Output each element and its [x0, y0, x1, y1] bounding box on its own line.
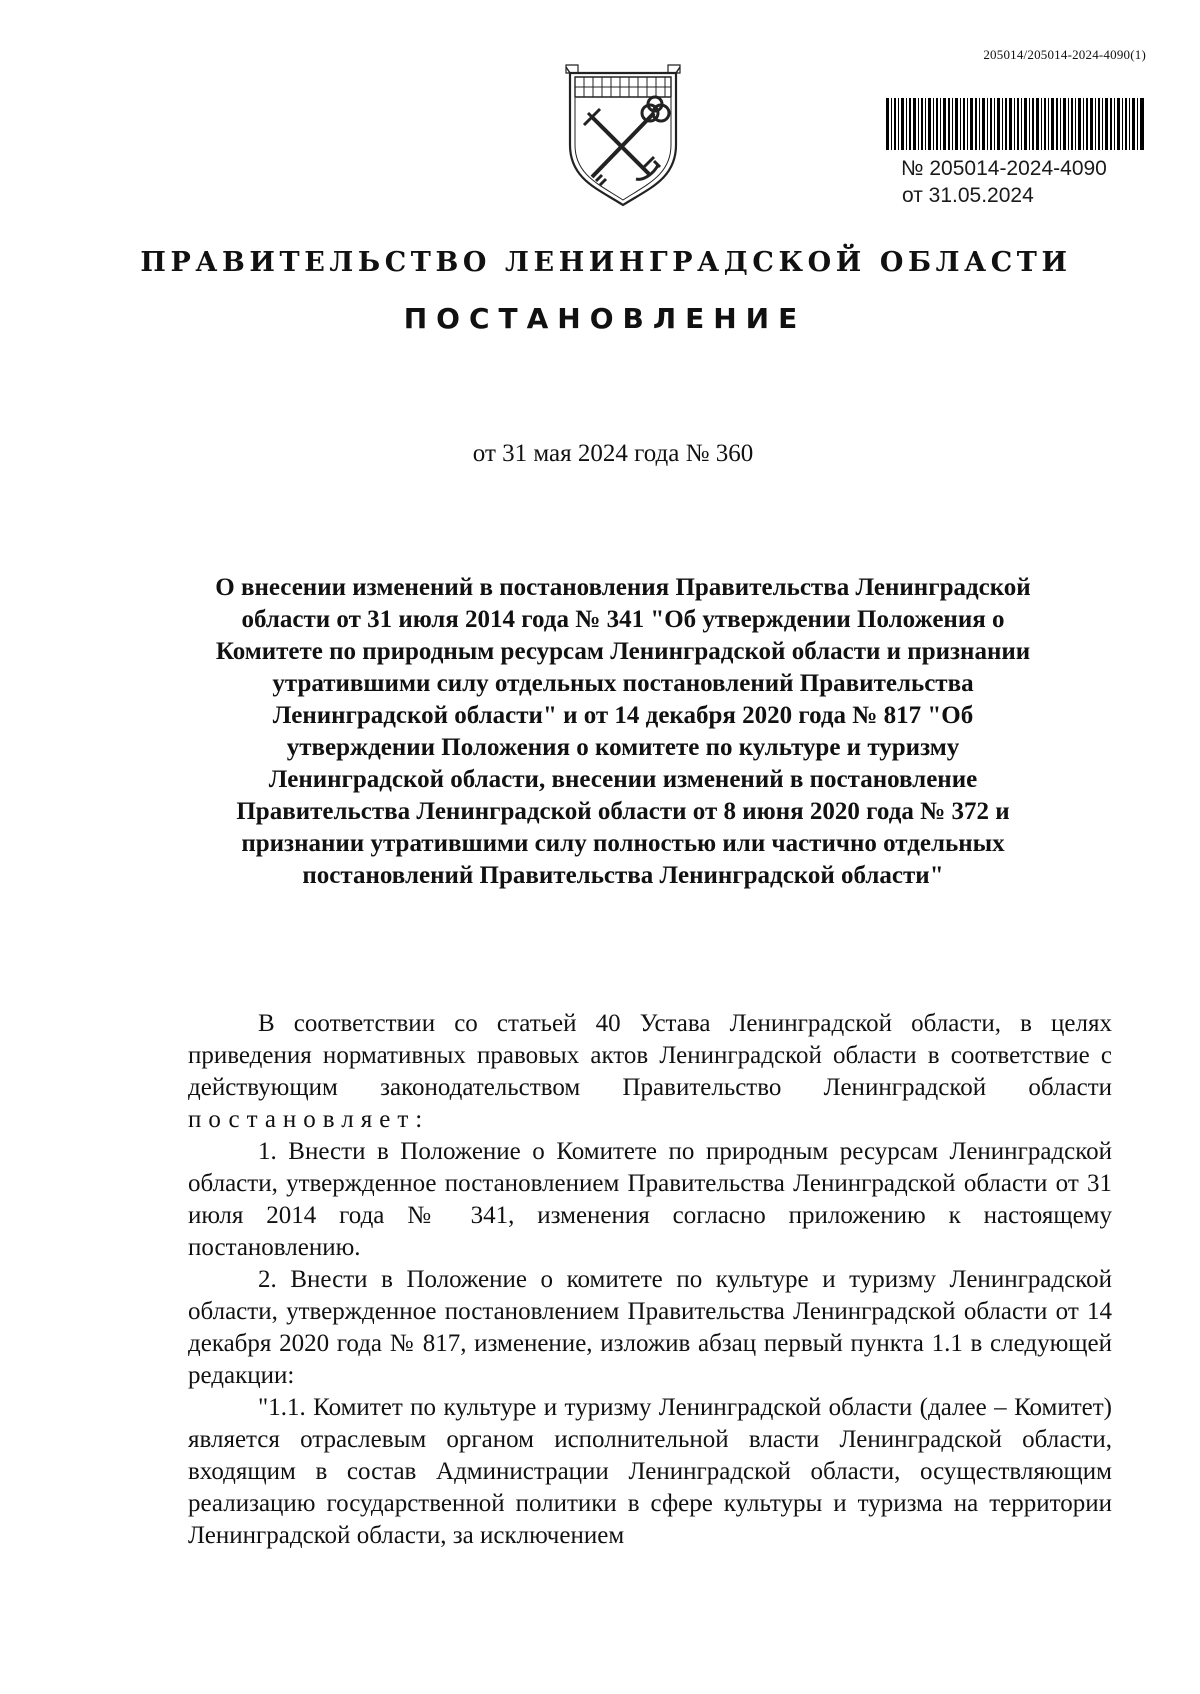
preamble-resolves-word: постановляет [188, 1106, 416, 1133]
document-body [188, 1008, 1112, 1552]
registration-number: № 205014-2024-4090 [901, 157, 1107, 180]
body-paragraph: "1.1. Комитет по культуре и туризму Ленинградской области (далее – Комитет) является отраслевым органом исполнительной власти Ленинградской области, входящим в состав Администрации Ленинградской области, осуществляющим реализацию государственной политики в сфере культуры и туризма на территории Ленинградской области, за исключением [188, 1394, 1112, 1549]
preamble-colon: : [415, 1106, 423, 1133]
body-preamble [188, 1008, 1112, 1136]
coat-of-arms-icon [562, 61, 684, 207]
document-reference-code: 205014/205014-2024-4090(1) [983, 47, 1146, 62]
document-type-heading: ПОСТАНОВЛЕНИЕ [403, 302, 807, 335]
document-date-number: от 31 мая 2024 года № 360 [472, 440, 754, 467]
body-paragraph: 2. Внести в Положение о комитете по культуре и туризму Ленинградской области, утвержденное постановлением Правительства Ленинградской области от 14 декабря 2020 года № 817, изменение, изложив абзац первый пункта 1.1 в следующей редакции: [188, 1266, 1112, 1389]
barcode-icon [886, 98, 1144, 150]
body-paragraph: 1. Внести в Положение о Комитете по природным ресурсам Ленинградской области, утвержденное постановлением Правительства Ленинградской области от 31 июля 2014 года № 341, изменения согласно приложению к настоящему постановлению. [188, 1138, 1112, 1261]
preamble-text: В соответствии со статьей 40 Устава Ленинградской области, в целях приведения нормативных правовых актов Ленинградской области в соответствие с действующим законодательством Правительство Ленинградской области [188, 1010, 1112, 1101]
registration-stamp [901, 155, 1107, 209]
document-subject: О внесении изменений в постановления Правительства Ленинградской области от 31 июля 2014 года № 341 "Об утверждении Положения о Комитете по природным ресурсам Ленинградской области и признании утратившими силу отдельных постановлений Правительства Ленинградской области" и от 14 декабря 2020 года № 817 "Об утверждении Положения о комитете по культуре и туризму Ленинградской области, внесении изменений в постановление Правительства Ленинградской области от 8 июня 2020 года № 372 и признании утратившими силу полностью или частично отдельных постановлений Правительства Ленинградской области" [215, 574, 1031, 889]
government-title: ПРАВИТЕЛЬСТВО ЛЕНИНГРАДСКОЙ ОБЛАСТИ [140, 247, 1072, 278]
registration-date: от 31.05.2024 [902, 184, 1034, 207]
